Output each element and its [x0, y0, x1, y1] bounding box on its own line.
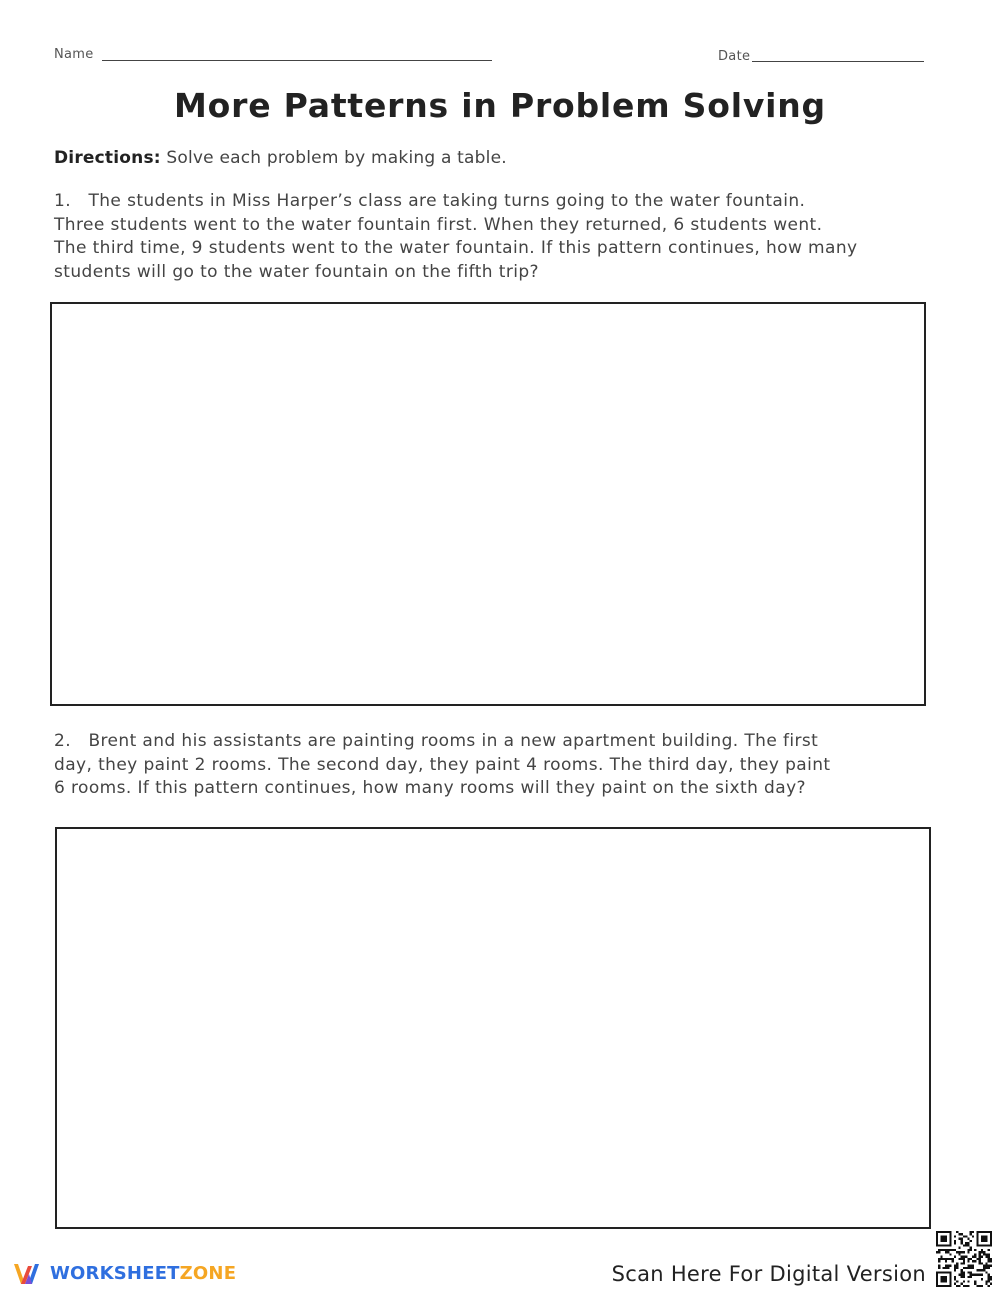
- directions-text: Solve each problem by making a table.: [160, 148, 507, 168]
- logo-text: WORKSHEETZONE: [50, 1262, 237, 1284]
- name-field[interactable]: [102, 60, 492, 61]
- page-title: More Patterns in Problem Solving: [174, 86, 826, 125]
- worksheetzone-logo[interactable]: [12, 1258, 236, 1288]
- directions: [54, 148, 507, 168]
- problem-2-line-3: 6 rooms. If this pattern continues, how many rooms will they paint on the sixth day?: [54, 778, 806, 799]
- qr-code-icon[interactable]: [936, 1231, 992, 1287]
- problem-2-number: 2.: [54, 731, 72, 751]
- problem-2-line-1: 2. Brent and his assistants are painting rooms in a new apartment building. The first: [54, 731, 819, 751]
- directions-label: Directions:: [54, 148, 161, 168]
- date-field[interactable]: [752, 61, 924, 62]
- logo-w-icon: [12, 1258, 44, 1288]
- name-label: Name: [54, 47, 94, 62]
- problem-1-number: 1.: [54, 191, 72, 211]
- problem-1-line-3: The third time, 9 students went to the water fountain. If this pattern continues, how many: [54, 238, 858, 259]
- problem-2: [54, 730, 831, 801]
- problem-2-line-2: day, they paint 2 rooms. The second day, they paint 4 rooms. The third day, they paint: [54, 754, 831, 775]
- problem-1-line-2: Three students went to the water fountain first. When they returned, 6 students went.: [54, 214, 823, 235]
- problem-1-line-4: students will go to the water fountain on the fifth trip?: [54, 261, 539, 282]
- answer-box-2[interactable]: [55, 827, 931, 1229]
- answer-box-1[interactable]: [50, 302, 926, 706]
- problem-1: [54, 190, 857, 284]
- scan-here-text: Scan Here For Digital Version: [611, 1262, 926, 1286]
- problem-1-line-1: 1. The students in Miss Harper’s class are taking turns going to the water fountain.: [54, 191, 806, 211]
- date-label: Date: [718, 49, 751, 64]
